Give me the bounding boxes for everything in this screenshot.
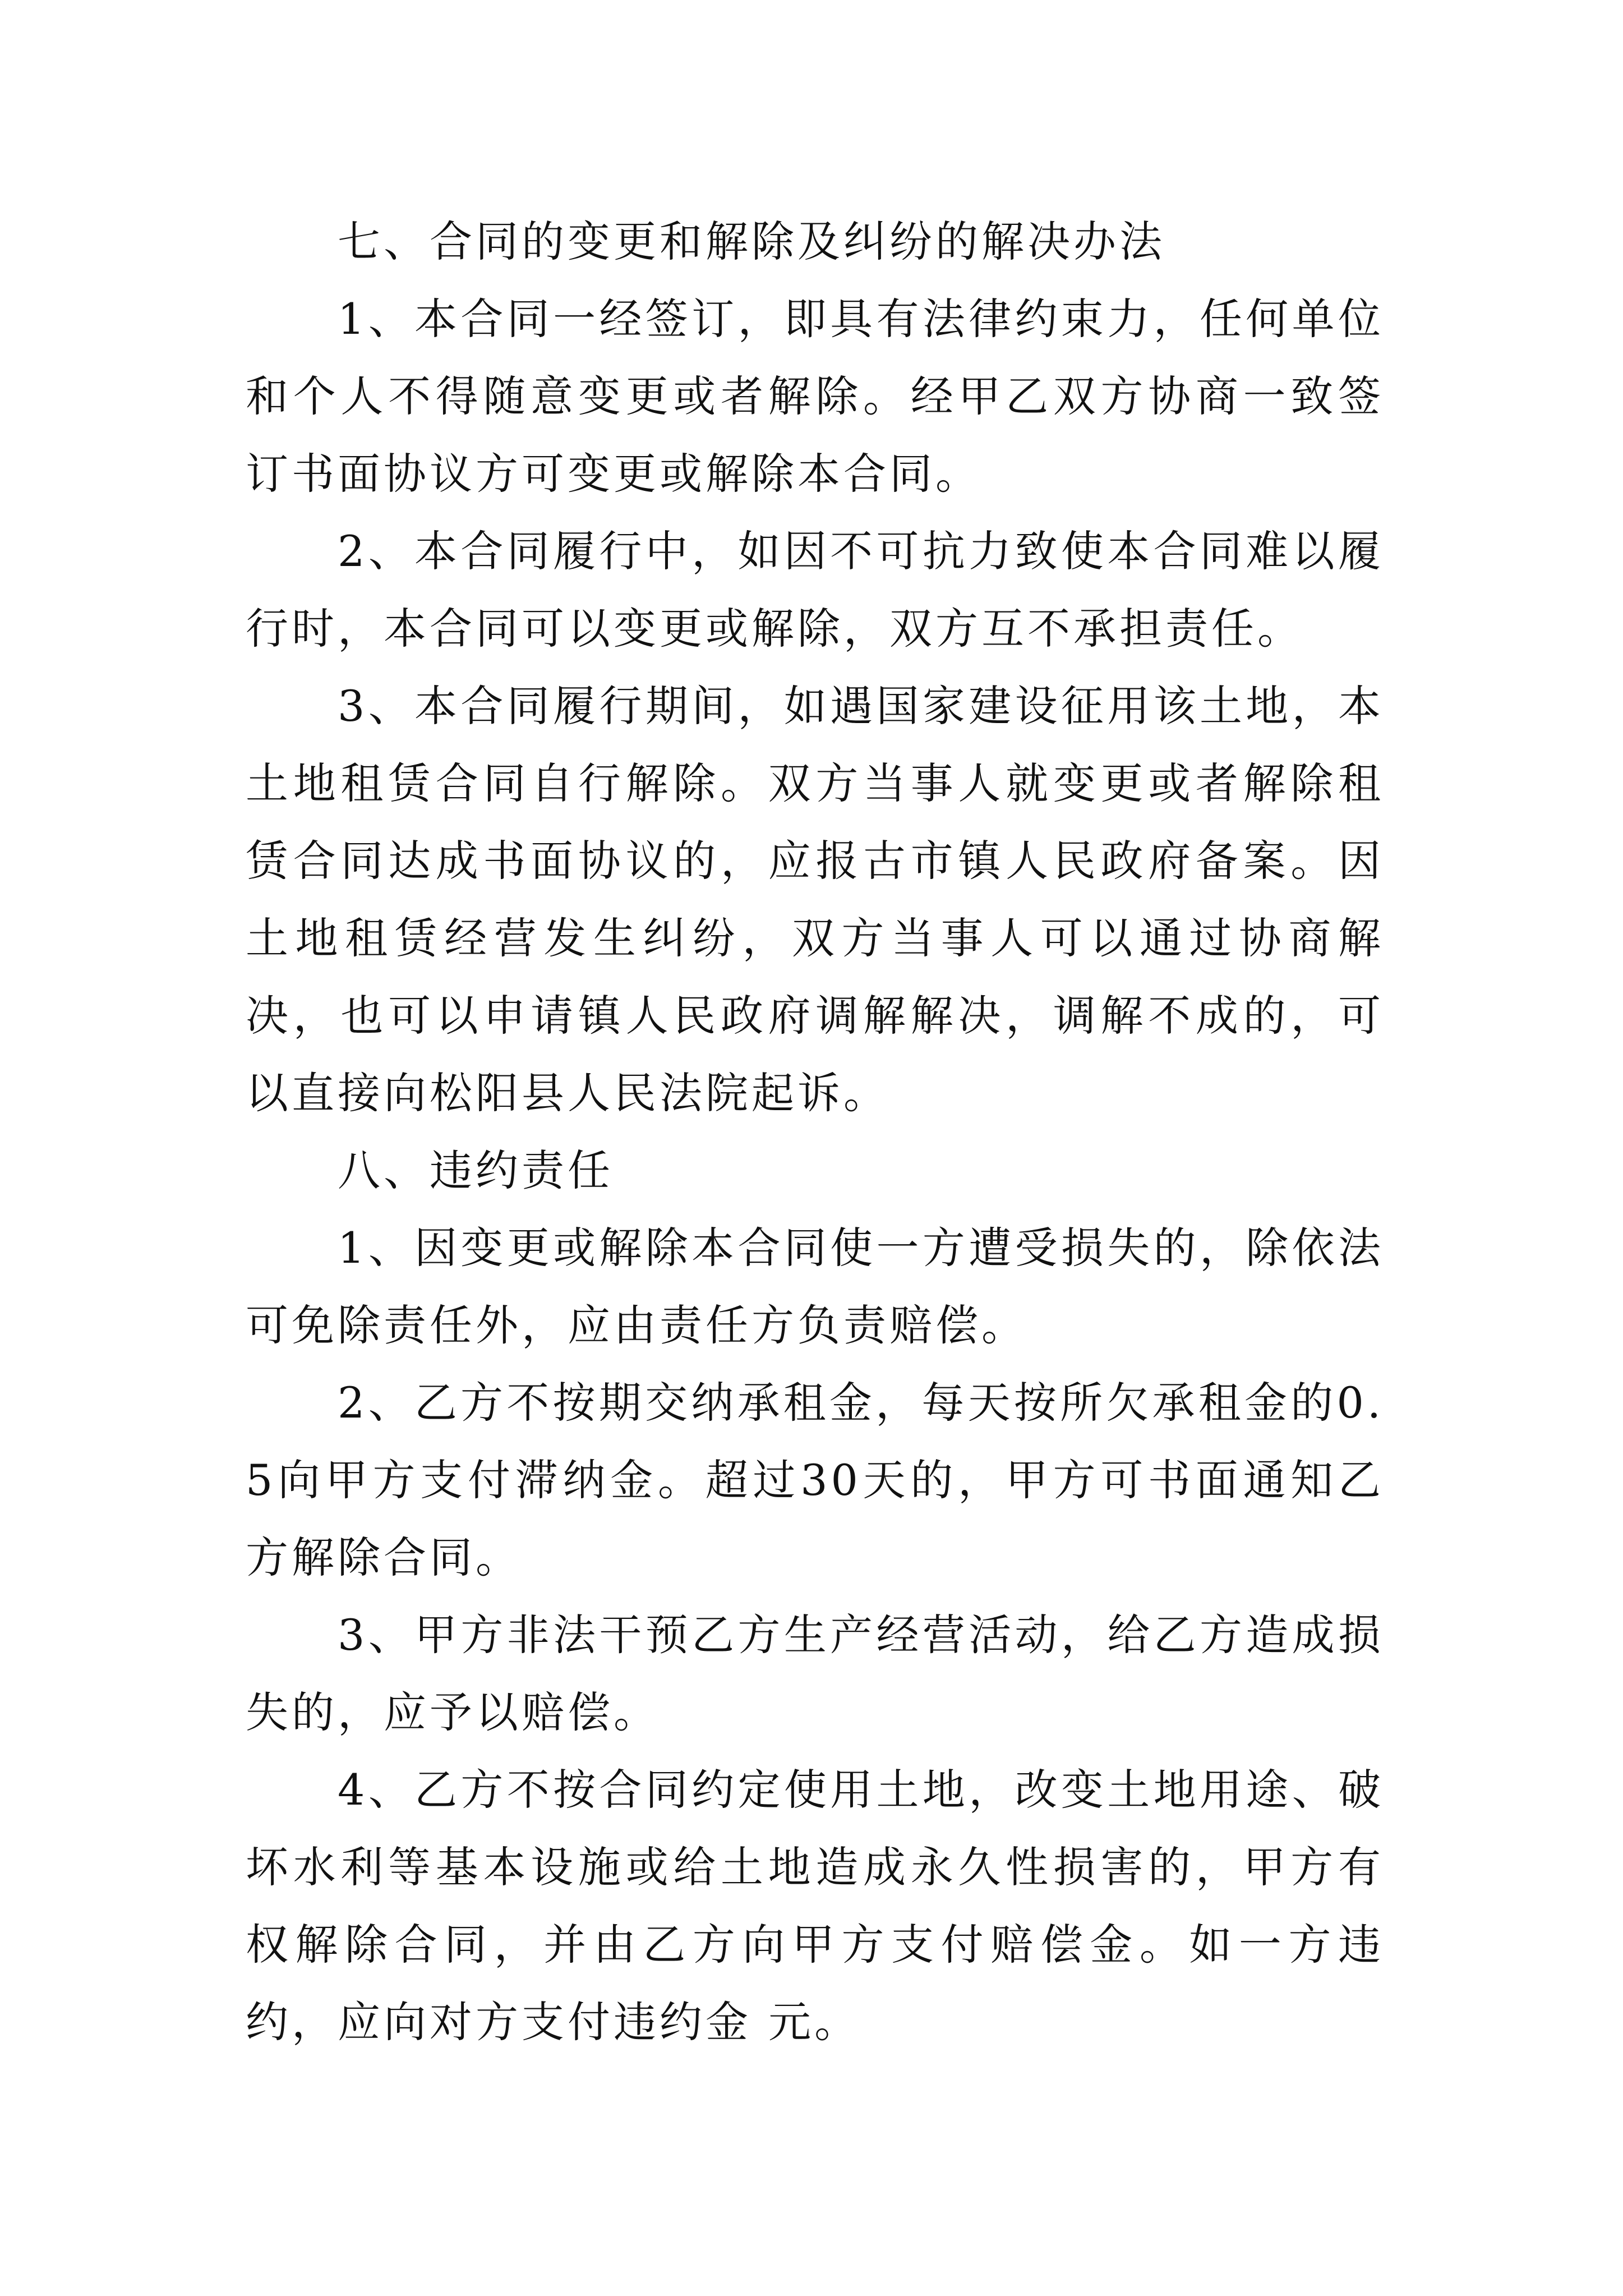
clause-7-1: 1、本合同一经签订，即具有法律约束力，任何单位和个人不得随意变更或者解除。经甲乙双方协商一致签订书面协议方可变更或解除本合同。 bbox=[246, 294, 1384, 499]
clause-8-4: 4、乙方不按合同约定使用土地，改变土地用途、破坏水利等基本设施或给土地造成永久性损害的，甲方有权解除合同，并由乙方向甲方支付赔偿金。如一方违约，应向对方支付违约金 元。 bbox=[246, 1765, 1384, 2047]
section-heading-7: 七、合同的变更和解除及纠纷的解决办法 bbox=[338, 217, 1165, 266]
clause-8-1: 1、因变更或解除本合同使一方遭受损失的，除依法可免除责任外，应由责任方负责赔偿。 bbox=[246, 1223, 1384, 1350]
document-page bbox=[246, 203, 1384, 2061]
clause-7-2: 2、本合同履行中，如因不可抗力致使本合同难以履行时，本合同可以变更或解除，双方互不承担责任。 bbox=[246, 526, 1384, 654]
clause-8-3: 3、甲方非法干预乙方生产经营活动，给乙方造成损失的，应予以赔偿。 bbox=[246, 1610, 1384, 1737]
clause-7-3: 3、本合同履行期间，如遇国家建设征用该土地，本土地租赁合同自行解除。双方当事人就变更或者解除租赁合同达成书面协议的，应报古市镇人民政府备案。因土地租赁经营发生纠纷，双方当事人可以通过协商解决，也可以申请镇人民政府调解解决，调解不成的，可以直接向松阳县人民法院起诉。 bbox=[246, 681, 1384, 1118]
section-heading-8: 八、违约责任 bbox=[338, 1145, 614, 1195]
clause-8-2: 2、乙方不按期交纳承租金，每天按所欠承租金的0.5向甲方支付滞纳金。超过30天的，甲方可书面通知乙方解除合同。 bbox=[246, 1378, 1384, 1582]
